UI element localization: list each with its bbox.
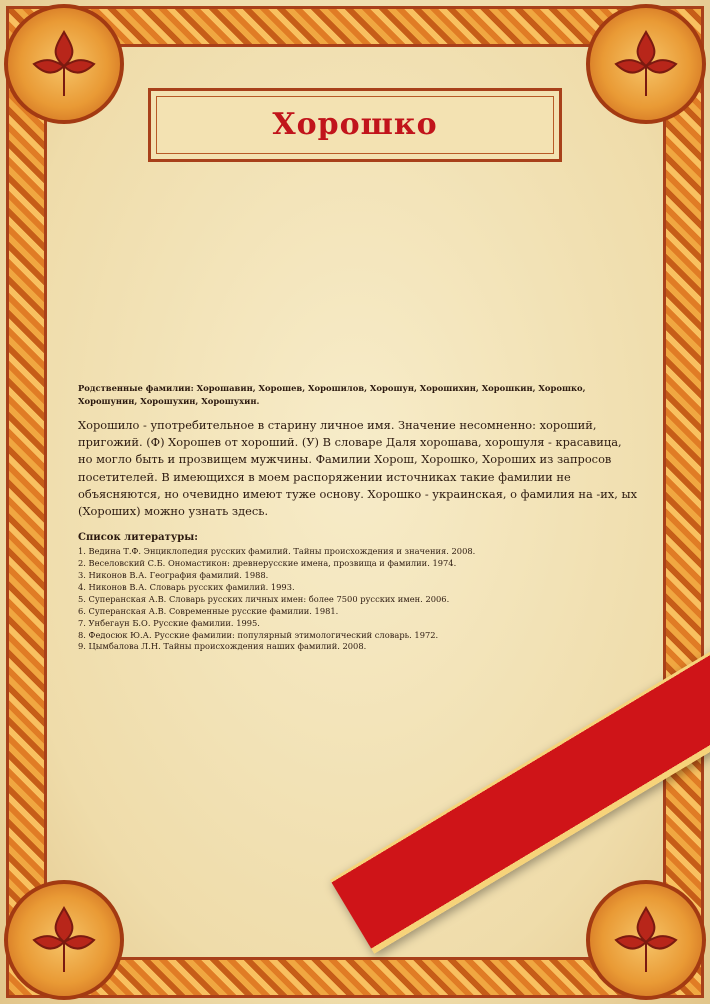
corner-fleur-icon <box>4 880 124 1000</box>
title-plate <box>148 88 562 162</box>
corner-fleur-icon <box>586 4 706 124</box>
corner-fleur-icon <box>4 4 124 124</box>
literature-item: 9. Цымбалова Л.Н. Тайны происхождения наших фамилий. 2008. <box>78 641 367 652</box>
surname-description: Хорошило - употребительное в старину личное имя. Значение несомненно: хороший, пригожий. (Ф) Хорошев от хороший. (У) В словаре Даля хорошава, хорошуля - красавица, но могло быть и прозвищем мужчины. Фамилии Хорош, Хорошко, Хороших из запросов посетителей. В имеющихся в моем распоряжении источниках такие фамилии не объясняются, но очевидно имеют туже основу. Хорошко - украинская, о фамилия на -их, ых (Хороших) можно узнать здесь. <box>78 418 637 519</box>
literature-item: 1. Ведина Т.Ф. Энциклопедия русских фамилий. Тайны происхождения и значения. 2008. <box>78 546 476 557</box>
literature-item: 5. Суперанская А.В. Словарь русских личных имен: более 7500 русских имен. 2006. <box>78 593 450 604</box>
literature-item: 4. Никонов В.А. Словарь русских фамилий. 1993. <box>78 581 295 592</box>
page-title: Хорошко <box>272 107 438 142</box>
literature-item: 6. Суперанская А.В. Современные русские фамилии. 1981. <box>78 605 339 616</box>
literature-item: 7. Унбегаун Б.О. Русские фамилии. 1995. <box>78 617 260 628</box>
corner-fleur-icon <box>586 880 706 1000</box>
literature-item: 2. Веселовский С.Б. Ономастикон: древнерусские имена, прозвища и фамилии. 1974. <box>78 558 457 569</box>
related-surnames: Родственные фамилии: Хорошавин, Хорошев, Хорошилов, Хорошун, Хорошихин, Хорошкин, Хорошко, Хорошунин, Хорошухин, Хорошухин. <box>78 383 586 406</box>
literature-list <box>78 546 638 653</box>
literature-heading: Список литературы: <box>78 532 198 544</box>
literature-item: 8. Федосюк Ю.А. Русские фамилии: популярный этимологический словарь. 1972. <box>78 629 439 640</box>
literature-item: 3. Никонов В.А. География фамилий. 1988. <box>78 570 269 581</box>
content-block <box>78 382 638 653</box>
